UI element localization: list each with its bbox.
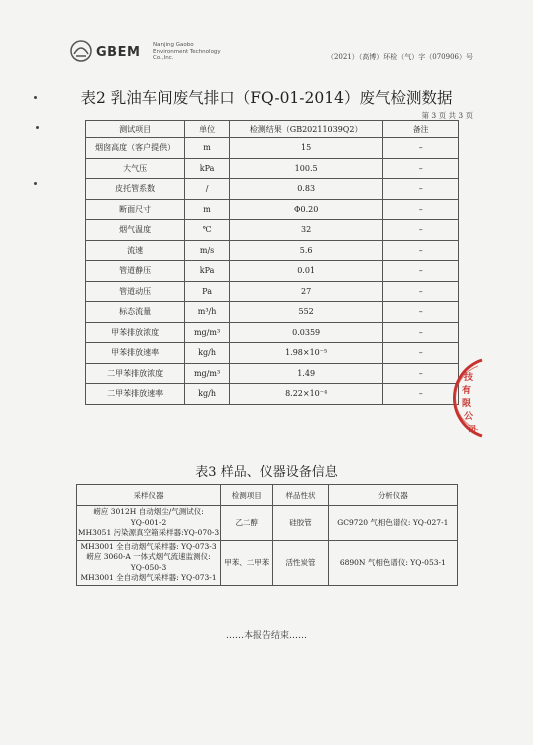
- row-unit: m/s: [185, 240, 230, 261]
- row-note: –: [383, 158, 459, 179]
- row-result: 1.98×10⁻⁵: [229, 343, 382, 364]
- sampler-line: MH3001 全自动烟气采样器: YQ-073-3: [80, 541, 217, 551]
- table3-equipment-info: [76, 484, 458, 586]
- row-note: –: [383, 384, 459, 405]
- row-result: Φ0.20: [229, 199, 382, 220]
- row-note: –: [383, 281, 459, 302]
- row-item: 皮托管系数: [86, 179, 185, 200]
- official-seal-stamp: [452, 358, 486, 438]
- table-row: [86, 261, 459, 282]
- row-unit: Pa: [185, 281, 230, 302]
- table-row: [86, 384, 459, 405]
- row-item: 甲苯排放浓度: [86, 322, 185, 343]
- svg-text:限: 限: [462, 399, 472, 409]
- svg-text:公: 公: [464, 412, 474, 422]
- row-unit: kg/h: [185, 384, 230, 405]
- sampler-line: YQ-001-2: [130, 517, 167, 527]
- sampler-list-1: [77, 506, 221, 541]
- document-number: （2021）（高博）环检（气）字（070906）号: [326, 53, 473, 61]
- table2-header-result: 检测结果（GB20211039Q2）: [229, 121, 382, 138]
- sample-state-1: 硅胶管: [273, 506, 328, 541]
- row-unit: mg/m³: [185, 363, 230, 384]
- row-unit: m³/h: [185, 302, 230, 323]
- row-unit: m: [185, 199, 230, 220]
- table-row: [86, 179, 459, 200]
- table3-header-analyzer: 分析仪器: [328, 485, 457, 506]
- company-line-3: Co.,Inc.: [153, 55, 174, 61]
- row-unit: kPa: [185, 261, 230, 282]
- table2-header-row: [86, 121, 459, 138]
- company-line-1: Nanjing Gaobo: [153, 42, 194, 48]
- table2-monitoring-data: [85, 120, 459, 405]
- table2-header-note: 备注: [383, 121, 459, 138]
- row-result: 8.22×10⁻⁴: [229, 384, 382, 405]
- row-note: –: [383, 343, 459, 364]
- table3-header-sampler: 采样仪器: [77, 485, 221, 506]
- row-item: 甲苯排放速率: [86, 343, 185, 364]
- row-item: 二甲苯排放速率: [86, 384, 185, 405]
- table-row: [86, 322, 459, 343]
- row-result: 27: [229, 281, 382, 302]
- table2-title: 表2 乳油车间废气排口（FQ-01-2014）废气检测数据: [80, 89, 453, 107]
- row-item: 烟气温度: [86, 220, 185, 241]
- row-note: –: [383, 302, 459, 323]
- table-row: [86, 158, 459, 179]
- row-note: –: [383, 322, 459, 343]
- row-result: 0.01: [229, 261, 382, 282]
- row-item: 二甲苯排放浓度: [86, 363, 185, 384]
- row-result: 15: [229, 138, 382, 159]
- row-unit: kPa: [185, 158, 230, 179]
- row-item: 管道静压: [86, 261, 185, 282]
- table-row: [77, 506, 458, 541]
- row-item: 烟囱高度（客户提供）: [86, 138, 185, 159]
- row-item: 流速: [86, 240, 185, 261]
- row-note: –: [383, 199, 459, 220]
- company-name: [153, 42, 221, 62]
- row-note: –: [383, 220, 459, 241]
- row-unit: ℃: [185, 220, 230, 241]
- row-note: –: [383, 138, 459, 159]
- table3-title: 表3 样品、仪器设备信息: [195, 465, 338, 480]
- row-unit: kg/h: [185, 343, 230, 364]
- row-result: 552: [229, 302, 382, 323]
- sampler-line: MH3051 污染源真空箱采样器:YQ-070-3: [77, 528, 220, 537]
- sampler-line: MH3001 全自动烟气采样器: YQ-073-1: [80, 573, 217, 582]
- report-end-marker: ……本报告结束……: [225, 631, 307, 641]
- row-item: 标态流量: [86, 302, 185, 323]
- sampler-line: 崂应 3060-A 一体式烟气流速监测仪:: [86, 552, 211, 561]
- scan-speck: [34, 182, 37, 185]
- table-row: [86, 363, 459, 384]
- table-row: [86, 281, 459, 302]
- row-result: 1.49: [229, 363, 382, 384]
- analyzer-2: 6890N 气相色谱仪: YQ-053-1: [328, 540, 457, 585]
- row-note: –: [383, 179, 459, 200]
- row-result: 0.0359: [229, 322, 382, 343]
- svg-text:有: 有: [462, 386, 472, 396]
- company-line-2: Environment Technology: [153, 48, 221, 55]
- row-note: –: [383, 240, 459, 261]
- row-result: 100.5: [229, 158, 382, 179]
- table-row: [86, 138, 459, 159]
- detection-item-2: 甲苯、二甲苯: [221, 540, 273, 585]
- sample-state-2: 活性炭管: [273, 540, 328, 585]
- table2-header-item: 测试项目: [86, 121, 185, 138]
- row-result: 5.6: [229, 240, 382, 261]
- company-logo-icon: [70, 40, 92, 62]
- table2-header-unit: 单位: [185, 121, 230, 138]
- row-item: 大气压: [86, 158, 185, 179]
- row-unit: mg/m³: [185, 322, 230, 343]
- row-note: –: [383, 363, 459, 384]
- analyzer-1: GC9720 气相色谱仪: YQ-027-1: [328, 506, 457, 541]
- row-result: 0.83: [229, 179, 382, 200]
- sampler-line: 崂应 3012H 自动烟尘/气测试仪:: [93, 507, 204, 516]
- table3-header-item: 检测项目: [221, 485, 273, 506]
- detection-item-1: 乙二醇: [221, 506, 273, 541]
- table-row: [86, 343, 459, 364]
- table2-body: [86, 138, 459, 405]
- table-row: [86, 199, 459, 220]
- sampler-line: YQ-050-3: [130, 562, 167, 572]
- row-item: 断面尺寸: [86, 199, 185, 220]
- svg-text:司: 司: [468, 425, 476, 434]
- row-item: 管道动压: [86, 281, 185, 302]
- table-row: [86, 240, 459, 261]
- sampler-list-2: [77, 540, 221, 585]
- table-row: [77, 540, 458, 585]
- row-unit: m: [185, 138, 230, 159]
- row-note: –: [383, 261, 459, 282]
- table-row: [86, 302, 459, 323]
- table-row: [86, 220, 459, 241]
- row-unit: /: [185, 179, 230, 200]
- table3-header-state: 样品性状: [273, 485, 328, 506]
- svg-text:技: 技: [464, 373, 474, 383]
- row-result: 32: [229, 220, 382, 241]
- scan-speck: [36, 126, 39, 129]
- page-number: 第 3 页 共 3 页: [421, 111, 473, 120]
- brand-name: GBEM: [96, 45, 141, 60]
- table3-header-row: [77, 485, 458, 506]
